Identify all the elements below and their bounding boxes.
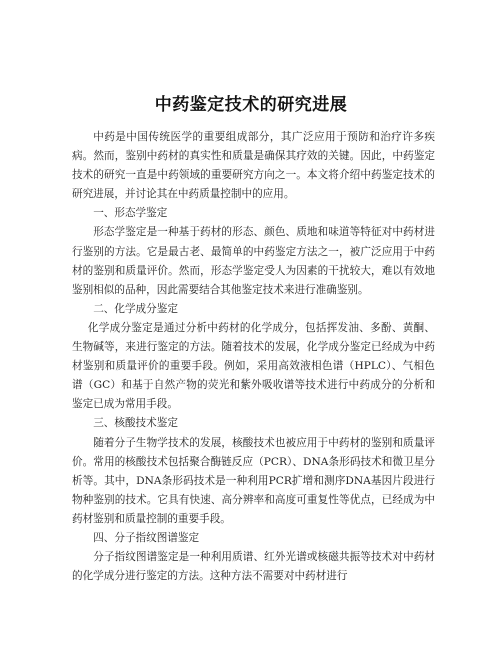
section-text-morphology: 形态学鉴定是一种基于药材的形态、颜色、质地和味道等特征对中药材进行鉴别的方法。它是最古老、最简单的中药鉴定方法之一，被广泛应用于中药材的鉴别和质量评价。然而，形态学鉴定受人为因素的干扰较大，难以有效地鉴别相似的品种，因此需要结合其他鉴定技术来进行准确鉴别。 <box>72 226 435 296</box>
section-heading-fingerprint: 四、分子指纹图谱鉴定 <box>93 531 200 544</box>
section-text-chemical: 化学成分鉴定是通过分析中药材的化学成分，包括挥发油、多酚、黄酮、生物碱等，来进行鉴定的方法。随着技术的发展，化学成分鉴定已经成为中药材鉴别和质量评价的重要手段。例如，采用高效液相色谱（HPLC）、气相色谱（GC）和基于自然产物的荧光和紫外吸收谱等技术进行中药成分的分析和鉴定已成为常用手段。 <box>72 321 435 411</box>
section-heading-nucleic-acid: 三、核酸技术鉴定 <box>93 417 178 430</box>
document-body <box>72 128 435 586</box>
section-text-nucleic-acid: 随着分子生物学技术的发展，核酸技术也被应用于中药材的鉴别和质量评价。常用的核酸技术包括聚合酶链反应（PCR）、DNA条形码技术和微卫星分析等。其中，DNA条形码技术是一种利用PCR扩增和测序DNA基因片段进行物种鉴别的技术。它具有快速、高分辨率和高度可重复性等优点，已经成为中药材鉴别和质量控制的重要手段。 <box>72 436 435 525</box>
section-text-fingerprint: 分子指纹图谱鉴定是一种利用质谱、红外光谱或核磁共振等技术对中药材的化学成分进行鉴定的方法。这种方法不需要对中药材进行 <box>72 551 435 583</box>
intro-paragraph: 中药是中国传统医学的重要组成部分，其广泛应用于预防和治疗许多疾病。然而，鉴别中药材的真实性和质量是确保其疗效的关键。因此，中药鉴定技术的研究一直是中药领域的重要研究方向之一。本文将介绍中药鉴定技术的研究进展，并讨论其在中药质量控制中的应用。 <box>72 131 435 201</box>
section-heading-chemical: 二、化学成分鉴定 <box>93 302 178 315</box>
document-title: 中药鉴定技术的研究进展 <box>154 95 348 115</box>
section-heading-morphology: 一、形态学鉴定 <box>93 207 168 220</box>
